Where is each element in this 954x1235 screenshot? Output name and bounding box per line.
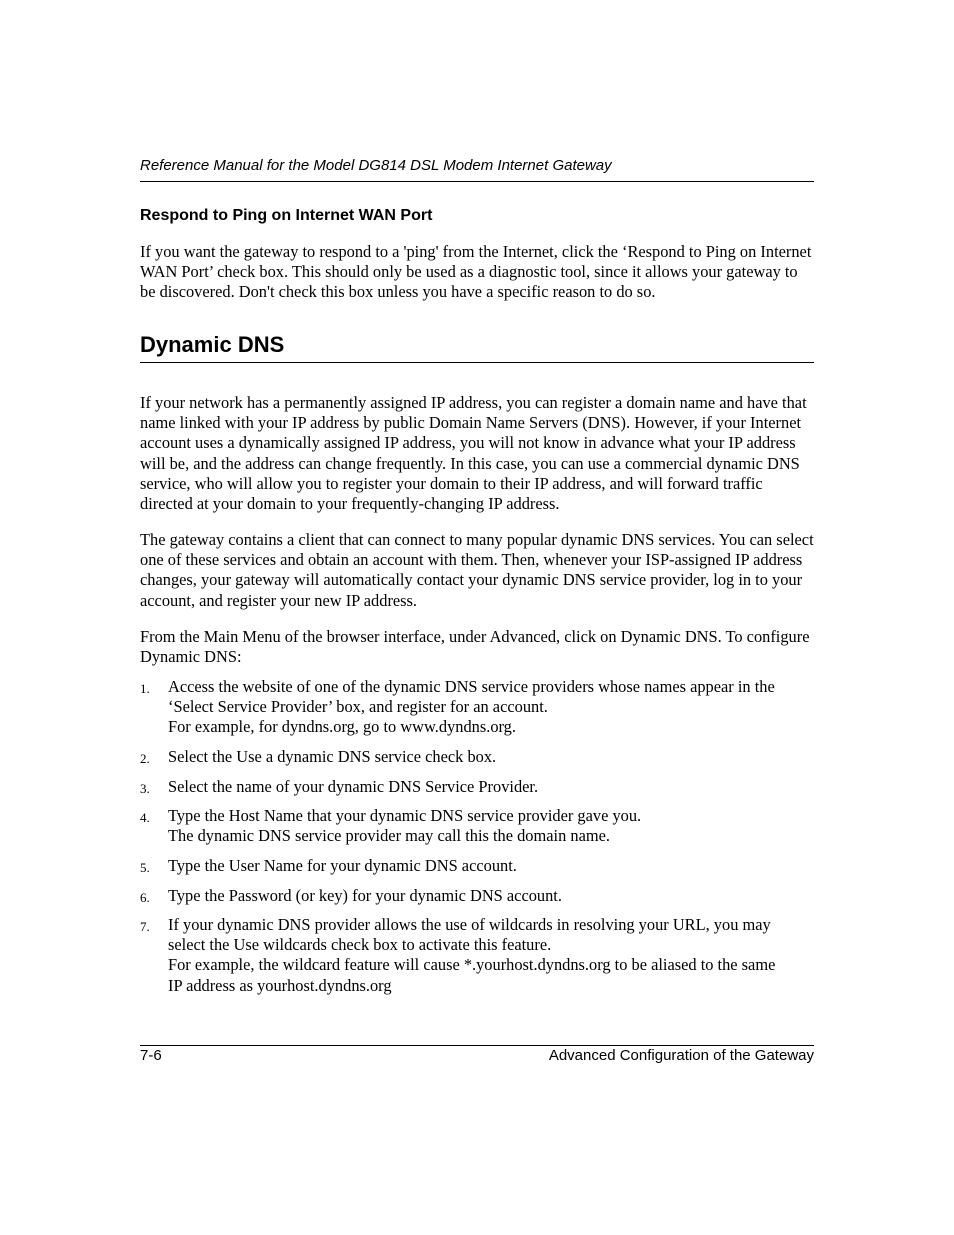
step-text: The dynamic DNS service provider may call this the domain name. [168,826,610,846]
step-number: 7. [140,919,150,934]
step-number: 1. [140,681,150,696]
step-text: For example, for dyndns.org, go to www.dyndns.org. [168,717,516,737]
step-text: Select the Use a dynamic DNS service check box. [168,747,497,766]
running-header: Reference Manual for the Model DG814 DSL Modem Internet Gateway [140,157,612,174]
section-divider [140,362,814,363]
step-text: IP address as yourhost.dyndns.org [168,975,392,995]
ping-heading: Respond to Ping on Internet WAN Port [140,207,433,224]
step-text: select the Use wildcards check box to activate this feature. [168,935,552,955]
section-title: Dynamic DNS [140,332,285,357]
step-text: Select the name of your dynamic DNS Service Provider. [168,777,539,796]
step-number: 6. [140,890,150,905]
step-number: 4. [140,810,150,825]
page-number: 7-6 [140,1047,162,1064]
header-divider [140,181,814,182]
step-text: Type the Password (or key) for your dynamic DNS account. [168,886,562,905]
step-number: 2. [140,751,150,766]
step-number: 5. [140,860,150,875]
step-text: If your dynamic DNS provider allows the use of wildcards in resolving your URL, you may [168,915,771,934]
step-text: For example, the wildcard feature will cause *.yourhost.dyndns.org to be aliased to the same [168,955,776,975]
dns-menu-paragraph: From the Main Menu of the browser interface, under Advanced, click on Dynamic DNS. To configure Dynamic DNS: [140,627,810,667]
dns-client-paragraph: The gateway contains a client that can connect to many popular dynamic DNS services. You can select one of these services and obtain an account with them. Then, whenever your ISP-assigned IP address changes, your gateway will automatically contact your dynamic DNS service provider, log in to your account, and register your new IP address. [140,530,814,610]
manual-page [140,0,814,1235]
step-text: ‘Select Service Provider’ box, and register for an account. [168,697,548,717]
chapter-title: Advanced Configuration of the Gateway [548,1047,814,1064]
ping-paragraph: If you want the gateway to respond to a 'ping' from the Internet, click the ‘Respond to Ping on Internet WAN Port’ check box. This should only be used as a diagnostic tool, since it allows your gateway to be discovered. Don't check this box unless you have a specific reason to do so. [140,242,812,302]
step-number: 3. [140,781,150,796]
step-text: Access the website of one of the dynamic DNS service providers whose names appear in the [168,677,775,696]
step-text: Type the Host Name that your dynamic DNS service provider gave you. [168,806,642,825]
step-text: Type the User Name for your dynamic DNS account. [168,856,517,875]
dns-intro-paragraph: If your network has a permanently assigned IP address, you can register a domain name and have that name linked with your IP address by public Domain Name Servers (DNS). However, if your Internet account uses a dynamically assigned IP address, you will not know in advance what your IP address will be, and the address can change frequently. In this case, you can use a commercial dynamic DNS service, who will allow you to register your domain to their IP address, and will forward traffic directed at your domain to your frequently-changing IP address. [140,393,807,514]
